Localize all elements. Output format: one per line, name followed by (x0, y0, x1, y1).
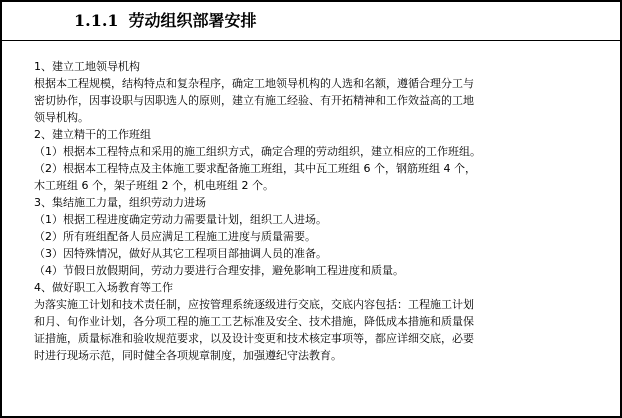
section-3-line-2: （2）所有班组配备人员应满足工程施工进度与质量需要。 (34, 230, 316, 243)
section-1-line-3: 领导机构。 (34, 111, 89, 124)
section-3-line-3: （3）因特殊情况，做好从其它工程项目部抽调人员的准备。 (34, 247, 327, 260)
section-4-line-3: 证措施，质量标准和验收规范要求，以及设计变更和技术核定事项等，都应详细交底，必要 (34, 332, 474, 345)
section-1-line-2: 密切协作，因事设职与因职选人的原则，建立有施工经验、有开拓精神和工作效益高的工地 (34, 94, 474, 107)
section-heading (74, 10, 257, 32)
heading-title: 劳动组织部署安排 (128, 11, 257, 30)
document-body (34, 58, 594, 364)
heading-number: 1.1.1 (74, 11, 119, 30)
section-2-title: 2、建立精干的工作班组 (34, 128, 151, 141)
section-2-line-1: （1）根据本工程特点和采用的施工组织方式，确定合理的劳动组织，建立相应的工作班组。 (34, 145, 481, 158)
section-4-line-1: 为落实施工计划和技术责任制，应按管理系统逐级进行交底，交底内容包括：工程施工计划 (34, 298, 474, 311)
section-3-line-1: （1）根据工程进度确定劳动力需要量计划，组织工人进场。 (34, 213, 327, 226)
section-3-line-4: （4）节假日放假期间，劳动力要进行合理安排，避免影响工程进度和质量。 (34, 264, 404, 277)
section-2-line-3: 木工班组 6 个，架子班组 2 个，机电班组 2 个。 (34, 179, 274, 192)
section-1-line-1: 根据本工程规模，结构特点和复杂程序，确定工地领导机构的人选和名额，遵循合理分工与 (34, 77, 474, 90)
heading-divider (2, 40, 620, 41)
section-2-line-2: （2）根据本工程特点及主体施工要求配备施工班组，其中瓦工班组 6 个，钢筋班组 4 个， (34, 162, 476, 175)
section-4-line-2: 和月、旬作业计划，各分项工程的施工工艺标准及安全、技术措施，降低成本措施和质量保 (34, 315, 474, 328)
section-4-line-4: 时进行现场示范，同时健全各项规章制度，加强遵纪守法教育。 (34, 349, 342, 362)
section-3-title: 3、集结施工力量，组织劳动力进场 (34, 196, 206, 209)
section-1-title: 1、建立工地领导机构 (34, 60, 140, 73)
section-4-title: 4、做好职工入场教育等工作 (34, 281, 173, 294)
